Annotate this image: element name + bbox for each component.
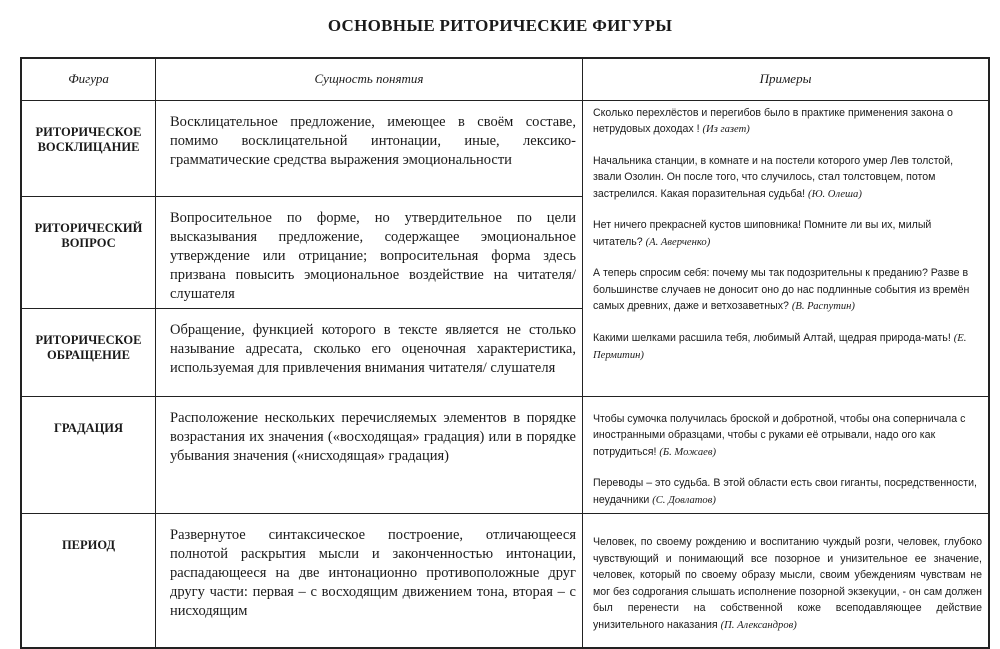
example: А теперь спросим себя: почему мы так подозрительны к преданию? Разве в большинстве случаев не доносит оно до нас подлинные события из времён самых древних, даже и ветхозаветных? (В. Распутин)	[593, 267, 970, 312]
table-row	[21, 514, 989, 648]
example: Переводы – это судьба. В этой области есть свои гиганты, посредственности, неудачники (С. Довлатов)	[593, 477, 977, 506]
figure-cell: ПЕРИОД	[21, 514, 156, 648]
examples-cell	[583, 396, 990, 514]
example: Начальника станции, в комнате и на постели которого умер Лев толстой, звали Озолин. Он после того, что случилось, стал толстовцем, потом застрелился. Какая поразительная судьба! (Ю. Олеша)	[593, 154, 954, 200]
figure-cell: РИТОРИЧЕСКИЙ ВОПРОС	[21, 196, 156, 308]
table-row	[21, 396, 989, 514]
table-row	[21, 100, 989, 196]
page-title: ОСНОВНЫЕ РИТОРИЧЕСКИЕ ФИГУРЫ	[327, 16, 673, 35]
header-examples: Примеры	[583, 58, 990, 100]
rhetorical-figures-table	[20, 57, 990, 649]
table-header-row	[21, 58, 989, 100]
essence-cell: Расположение нескольких перечисляемых элементов в порядке возрастания их значения («восходящая» градация) или в порядке убывания значения («нисходящая» градация)	[156, 396, 583, 514]
essence-cell: Вопросительное по форме, но утвердительное по цели высказывания предложение, содержащее эмоциональное утверждение или отрицание; вопросительная форма здесь призвана повысить эмоциональное воздействие на читателя/слушателя	[156, 196, 583, 308]
examples-cell	[583, 100, 990, 396]
example: Какими шелками расшила тебя, любимый Алтай, щедрая природа-мать! (Е. Пермитин)	[593, 331, 967, 361]
figure-cell: ГРАДАЦИЯ	[21, 396, 156, 514]
header-figure: Фигура	[21, 58, 156, 100]
figure-cell: РИТОРИЧЕСКОЕ ВОСКЛИЦАНИЕ	[21, 100, 156, 196]
header-essence: Сущность понятия	[156, 58, 583, 100]
example: Человек, по своему рождению и воспитанию чуждый розги, человек, глубоко чувствующий и понимающий все позорное и унизительное ее значение, человек, который по своему образу мысли, своим убеждениям чувствам не мог без содрогания слышать исполнение позорной экзекуции, - он сам должен был перенести на собственной коже всеподавляющее действие унизительного наказания (П. Александров)	[593, 536, 982, 631]
example: Нет ничего прекрасней кустов шиповника! Помните ли вы их, милый читатель? (А. Аверченко)	[593, 219, 932, 248]
example: Сколько перехлёстов и перегибов было в практике применения закона о нетрудовых доходах ! (Из газет)	[593, 106, 953, 135]
examples-cell	[583, 514, 990, 648]
figure-cell: РИТОРИЧЕСКОЕ ОБРАЩЕНИЕ	[21, 308, 156, 396]
essence-cell: Обращение, функцией которого в тексте является не столько называние адресата, сколько его оценочная характеристика, используемая для привлечения внимания читателя/ слушателя	[156, 308, 583, 396]
essence-cell: Развернутое синтаксическое построение, отличающееся полнотой раскрытия мысли и законченностью интонации, распадающееся на две интонационно противоположные друг другу части: первая – с восходящим движением тона, вторая – с нисходящим	[156, 514, 583, 648]
example: Чтобы сумочка получилась броской и добротной, чтобы она соперничала с иностранными образцами, чтобы с руками её отрывали, надо ого как потрудиться! (Б. Можаев)	[593, 412, 966, 458]
essence-cell: Восклицательное предложение, имеющее в своём составе, помимо восклицательной интонации, иные, лексико-грамматические средства выражения эмоциональности	[156, 100, 583, 196]
